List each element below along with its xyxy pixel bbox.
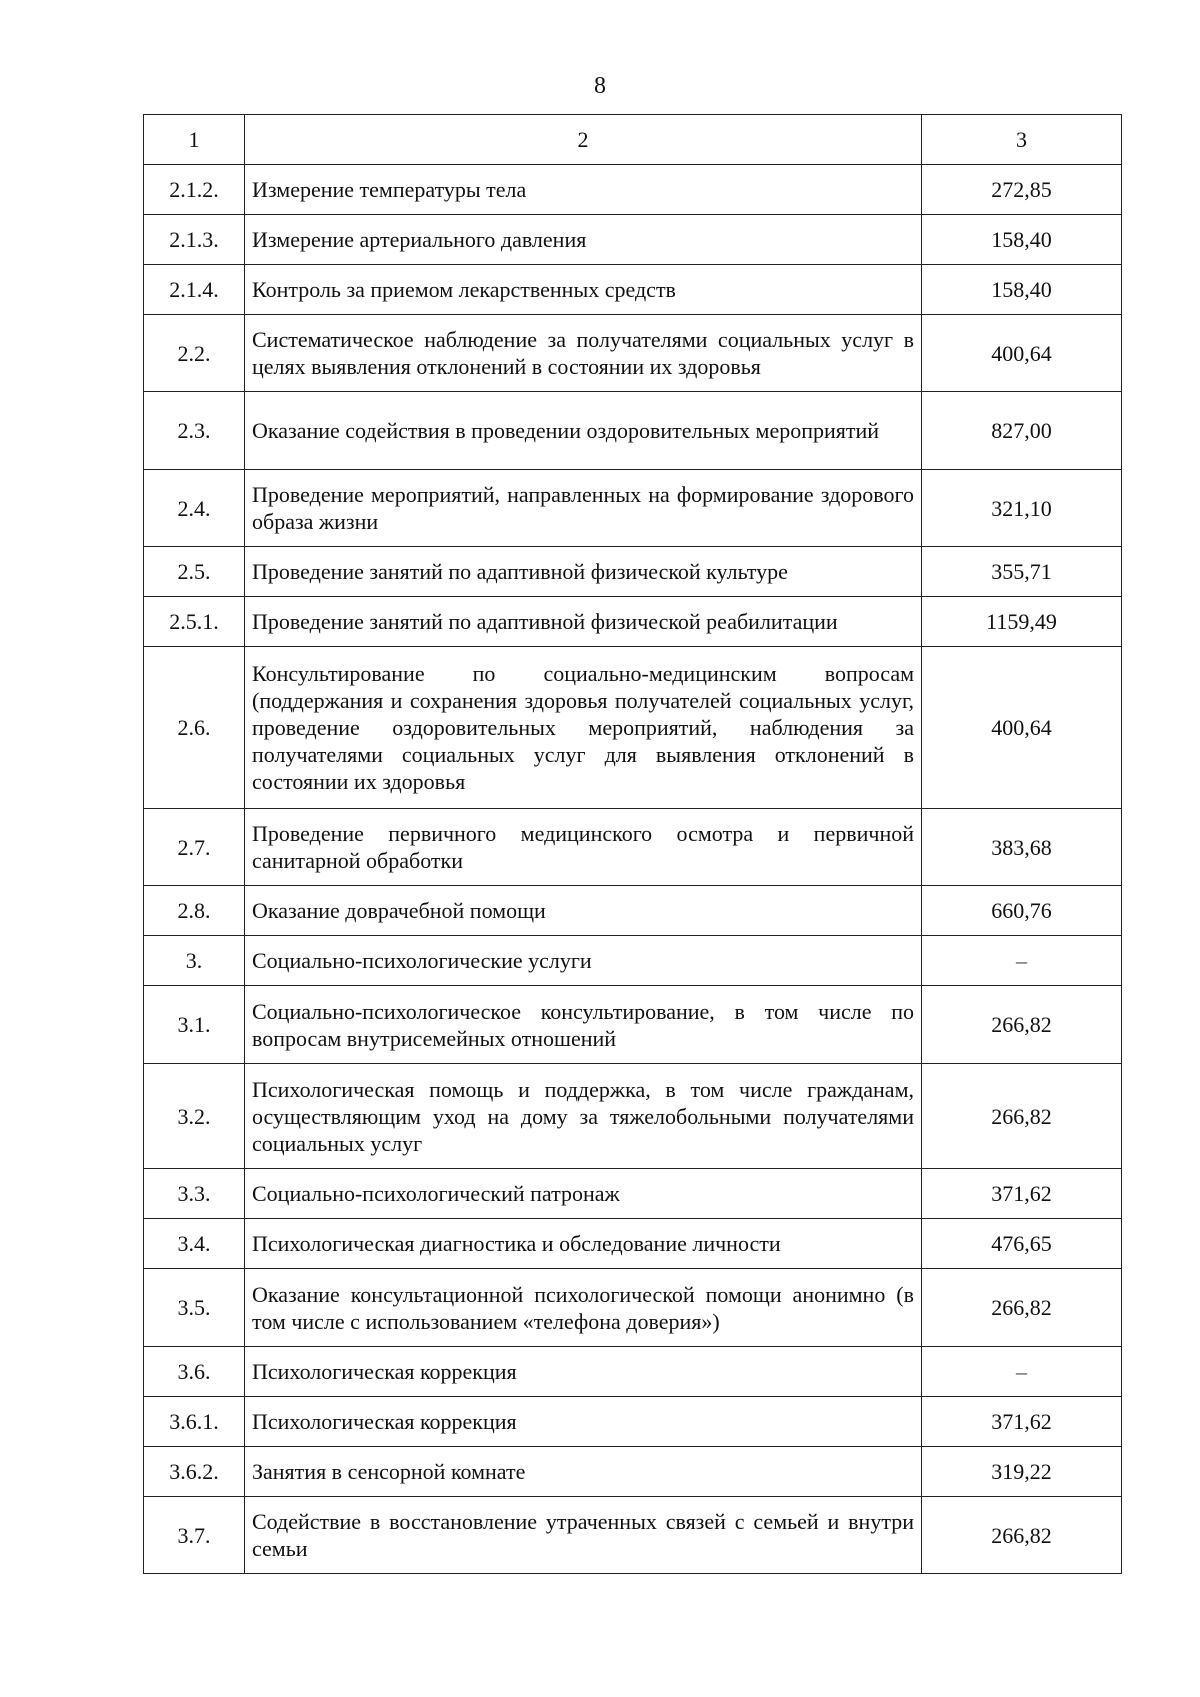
table-row	[144, 547, 1122, 597]
row-service-name-cell: Оказание консультационной психологической помощи анонимно (в том числе с использованием «телефона доверия»)	[245, 1269, 922, 1347]
table-row	[144, 392, 1122, 470]
table-row	[144, 647, 1122, 809]
row-service-name-cell: Проведение мероприятий, направленных на формирование здорового образа жизни	[245, 470, 922, 547]
row-number-cell: 2.5.	[144, 547, 245, 597]
row-number-cell: 2.4.	[144, 470, 245, 547]
table-row	[144, 1219, 1122, 1269]
table-row	[144, 1347, 1122, 1397]
header-cell-number: 1	[144, 115, 245, 165]
table-body	[144, 115, 1122, 1574]
table-row	[144, 265, 1122, 315]
table-row	[144, 1064, 1122, 1169]
table-row	[144, 886, 1122, 936]
row-price-cell: 355,71	[922, 547, 1122, 597]
row-number-cell: 2.1.2.	[144, 165, 245, 215]
row-number-cell: 2.6.	[144, 647, 245, 809]
row-price-cell: 266,82	[922, 986, 1122, 1064]
table-row	[144, 215, 1122, 265]
row-service-name-cell: Измерение артериального давления	[245, 215, 922, 265]
row-number-cell: 2.7.	[144, 809, 245, 886]
row-service-name-cell: Проведение первичного медицинского осмотра и первичной санитарной обработки	[245, 809, 922, 886]
row-price-cell: 660,76	[922, 886, 1122, 936]
row-price-cell: 476,65	[922, 1219, 1122, 1269]
row-service-name-cell: Социально-психологический патронаж	[245, 1169, 922, 1219]
row-price-cell: 371,62	[922, 1169, 1122, 1219]
row-number-cell: 3.4.	[144, 1219, 245, 1269]
row-service-name-cell: Психологическая помощь и поддержка, в том числе гражданам, осуществляющим уход на дому за тяжелобольными получателями социальных услуг	[245, 1064, 922, 1169]
row-number-cell: 2.1.4.	[144, 265, 245, 315]
row-price-cell: 400,64	[922, 647, 1122, 809]
row-price-cell: 1159,49	[922, 597, 1122, 647]
row-service-name-cell: Социально-психологические услуги	[245, 936, 922, 986]
row-price-cell: 272,85	[922, 165, 1122, 215]
row-price-cell: 158,40	[922, 215, 1122, 265]
page-number: 8	[594, 73, 606, 99]
row-number-cell: 2.5.1.	[144, 597, 245, 647]
row-service-name-cell: Психологическая коррекция	[245, 1397, 922, 1447]
row-service-name-cell: Психологическая диагностика и обследование личности	[245, 1219, 922, 1269]
table-row	[144, 809, 1122, 886]
row-number-cell: 3.2.	[144, 1064, 245, 1169]
services-price-table	[143, 114, 1122, 1574]
row-service-name-cell: Оказание доврачебной помощи	[245, 886, 922, 936]
row-service-name-cell: Консультирование по социально-медицинским вопросам (поддержания и сохранения здоровья получателей социальных услуг, проведение оздоровительных мероприятий, наблюдения за получателями социальных услуг для выявления отклонений в состоянии их здоровья	[245, 647, 922, 809]
row-number-cell: 2.3.	[144, 392, 245, 470]
row-number-cell: 3.	[144, 936, 245, 986]
row-number-cell: 2.1.3.	[144, 215, 245, 265]
row-number-cell: 3.5.	[144, 1269, 245, 1347]
table-row	[144, 1447, 1122, 1497]
row-price-cell: –	[922, 1347, 1122, 1397]
table-row	[144, 986, 1122, 1064]
row-number-cell: 3.1.	[144, 986, 245, 1064]
table-row	[144, 470, 1122, 547]
table-header-row	[144, 115, 1122, 165]
row-service-name-cell: Социально-психологическое консультирование, в том числе по вопросам внутрисемейных отношений	[245, 986, 922, 1064]
row-service-name-cell: Занятия в сенсорной комнате	[245, 1447, 922, 1497]
row-price-cell: –	[922, 936, 1122, 986]
row-price-cell: 371,62	[922, 1397, 1122, 1447]
row-number-cell: 3.6.	[144, 1347, 245, 1397]
row-service-name-cell: Оказание содействия в проведении оздоровительных мероприятий	[245, 392, 922, 470]
table-row	[144, 315, 1122, 392]
row-service-name-cell: Проведение занятий по адаптивной физической реабилитации	[245, 597, 922, 647]
table-row	[144, 597, 1122, 647]
table-row	[144, 1269, 1122, 1347]
table-row	[144, 165, 1122, 215]
row-price-cell: 827,00	[922, 392, 1122, 470]
row-number-cell: 3.3.	[144, 1169, 245, 1219]
row-service-name-cell: Психологическая коррекция	[245, 1347, 922, 1397]
row-service-name-cell: Систематическое наблюдение за получателями социальных услуг в целях выявления отклонений в состоянии их здоровья	[245, 315, 922, 392]
row-service-name-cell: Контроль за приемом лекарственных средств	[245, 265, 922, 315]
table-row	[144, 1497, 1122, 1574]
table-row	[144, 936, 1122, 986]
row-price-cell: 319,22	[922, 1447, 1122, 1497]
row-number-cell: 3.7.	[144, 1497, 245, 1574]
row-number-cell: 2.8.	[144, 886, 245, 936]
row-service-name-cell: Содействие в восстановление утраченных связей с семьей и внутри семьи	[245, 1497, 922, 1574]
header-cell-price: 3	[922, 115, 1122, 165]
row-price-cell: 266,82	[922, 1064, 1122, 1169]
table-row	[144, 1397, 1122, 1447]
header-cell-name: 2	[245, 115, 922, 165]
row-price-cell: 383,68	[922, 809, 1122, 886]
row-number-cell: 3.6.1.	[144, 1397, 245, 1447]
row-price-cell: 266,82	[922, 1497, 1122, 1574]
table-row	[144, 1169, 1122, 1219]
row-number-cell: 2.2.	[144, 315, 245, 392]
row-service-name-cell: Измерение температуры тела	[245, 165, 922, 215]
row-price-cell: 321,10	[922, 470, 1122, 547]
row-number-cell: 3.6.2.	[144, 1447, 245, 1497]
row-price-cell: 158,40	[922, 265, 1122, 315]
row-price-cell: 266,82	[922, 1269, 1122, 1347]
row-price-cell: 400,64	[922, 315, 1122, 392]
row-service-name-cell: Проведение занятий по адаптивной физической культуре	[245, 547, 922, 597]
